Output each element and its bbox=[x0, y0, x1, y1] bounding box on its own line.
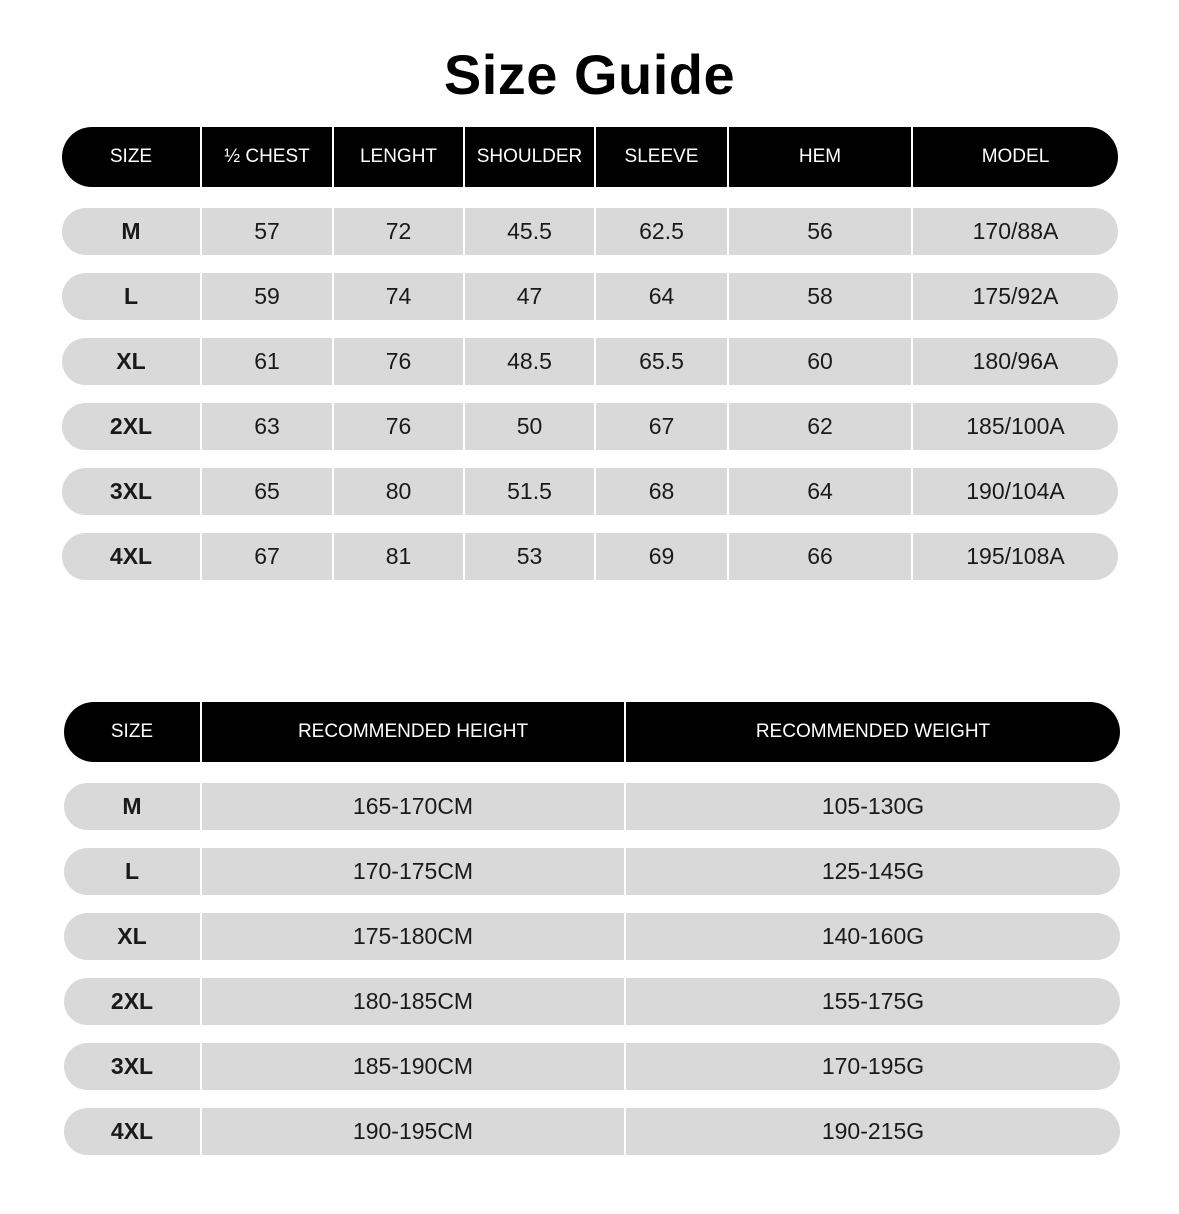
size-cell: XL bbox=[64, 913, 202, 960]
value-cell-half-chest: 65 bbox=[202, 468, 334, 515]
size-cell: 2XL bbox=[62, 403, 202, 450]
column-header-half-chest: ½ CHEST bbox=[202, 127, 334, 187]
value-cell-half-chest: 61 bbox=[202, 338, 334, 385]
value-cell-half-chest: 59 bbox=[202, 273, 334, 320]
table-row bbox=[64, 783, 1120, 830]
column-header-size: SIZE bbox=[62, 127, 202, 187]
value-cell-recommended-weight: 190-215G bbox=[821, 1118, 925, 1144]
recommendations-table bbox=[64, 702, 1120, 1157]
value-cell-recommended-weight: 170-195G bbox=[821, 1053, 925, 1079]
column-header-recommended-weight: RECOMMENDED WEIGHT bbox=[755, 721, 991, 742]
size-cell: 4XL bbox=[64, 1108, 202, 1155]
value-cell-shoulder: 48.5 bbox=[465, 338, 596, 385]
value-cell-model: 190/104A bbox=[966, 478, 1065, 504]
value-cell-recommended-height: 190-195CM bbox=[202, 1108, 626, 1155]
size-cell: XL bbox=[62, 338, 202, 385]
value-cell-recommended-height: 175-180CM bbox=[202, 913, 626, 960]
value-cell-recommended-weight: 155-175G bbox=[821, 988, 925, 1014]
value-cell-lenght: 81 bbox=[334, 533, 465, 580]
value-cell-sleeve: 69 bbox=[596, 533, 729, 580]
size-cell: L bbox=[64, 848, 202, 895]
size-cell: 4XL bbox=[62, 533, 202, 580]
table-row bbox=[64, 978, 1120, 1025]
value-cell-lenght: 80 bbox=[334, 468, 465, 515]
value-cell-recommended-height: 180-185CM bbox=[202, 978, 626, 1025]
value-cell-shoulder: 47 bbox=[465, 273, 596, 320]
size-cell: 3XL bbox=[64, 1043, 202, 1090]
value-cell-recommended-weight: 105-130G bbox=[821, 793, 925, 819]
value-cell-recommended-weight: 140-160G bbox=[821, 923, 925, 949]
value-cell-lenght: 76 bbox=[334, 338, 465, 385]
value-cell-model: 170/88A bbox=[972, 218, 1059, 244]
value-cell-shoulder: 50 bbox=[465, 403, 596, 450]
header-row bbox=[62, 127, 1118, 187]
value-cell-hem: 62 bbox=[729, 403, 913, 450]
table-row bbox=[62, 468, 1118, 515]
value-cell-hem: 66 bbox=[729, 533, 913, 580]
value-cell-sleeve: 67 bbox=[596, 403, 729, 450]
value-cell-shoulder: 53 bbox=[465, 533, 596, 580]
value-cell-shoulder: 45.5 bbox=[465, 208, 596, 255]
value-cell-shoulder: 51.5 bbox=[465, 468, 596, 515]
header-row bbox=[64, 702, 1120, 762]
value-cell-hem: 58 bbox=[729, 273, 913, 320]
column-header-model: MODEL bbox=[981, 146, 1050, 167]
table-row bbox=[64, 1108, 1120, 1155]
table-row bbox=[62, 338, 1118, 385]
value-cell-recommended-weight: 125-145G bbox=[821, 858, 925, 884]
page-title: Size Guide bbox=[443, 43, 736, 106]
value-cell-lenght: 74 bbox=[334, 273, 465, 320]
value-cell-model: 175/92A bbox=[972, 283, 1059, 309]
column-header-size: SIZE bbox=[64, 702, 202, 762]
value-cell-sleeve: 68 bbox=[596, 468, 729, 515]
column-header-lenght: LENGHT bbox=[334, 127, 465, 187]
value-cell-hem: 64 bbox=[729, 468, 913, 515]
value-cell-sleeve: 62.5 bbox=[596, 208, 729, 255]
table-row bbox=[62, 208, 1118, 255]
table-row bbox=[62, 533, 1118, 580]
measurements-table bbox=[62, 127, 1118, 582]
column-header-shoulder: SHOULDER bbox=[465, 127, 596, 187]
value-cell-hem: 60 bbox=[729, 338, 913, 385]
table-row bbox=[64, 848, 1120, 895]
value-cell-recommended-height: 165-170CM bbox=[202, 783, 626, 830]
value-cell-recommended-height: 170-175CM bbox=[202, 848, 626, 895]
value-cell-half-chest: 57 bbox=[202, 208, 334, 255]
value-cell-model: 195/108A bbox=[966, 543, 1065, 569]
table-row bbox=[62, 403, 1118, 450]
value-cell-sleeve: 64 bbox=[596, 273, 729, 320]
size-cell: M bbox=[62, 208, 202, 255]
value-cell-lenght: 76 bbox=[334, 403, 465, 450]
size-cell: 3XL bbox=[62, 468, 202, 515]
column-header-sleeve: SLEEVE bbox=[596, 127, 729, 187]
value-cell-sleeve: 65.5 bbox=[596, 338, 729, 385]
column-header-hem: HEM bbox=[729, 127, 913, 187]
size-cell: 2XL bbox=[64, 978, 202, 1025]
value-cell-lenght: 72 bbox=[334, 208, 465, 255]
size-cell: L bbox=[62, 273, 202, 320]
value-cell-half-chest: 67 bbox=[202, 533, 334, 580]
value-cell-model: 185/100A bbox=[966, 413, 1065, 439]
value-cell-recommended-height: 185-190CM bbox=[202, 1043, 626, 1090]
size-cell: M bbox=[64, 783, 202, 830]
table-row bbox=[64, 1043, 1120, 1090]
value-cell-hem: 56 bbox=[729, 208, 913, 255]
table-row bbox=[62, 273, 1118, 320]
value-cell-model: 180/96A bbox=[972, 348, 1059, 374]
column-header-recommended-height: RECOMMENDED HEIGHT bbox=[202, 702, 626, 762]
table-row bbox=[64, 913, 1120, 960]
value-cell-half-chest: 63 bbox=[202, 403, 334, 450]
